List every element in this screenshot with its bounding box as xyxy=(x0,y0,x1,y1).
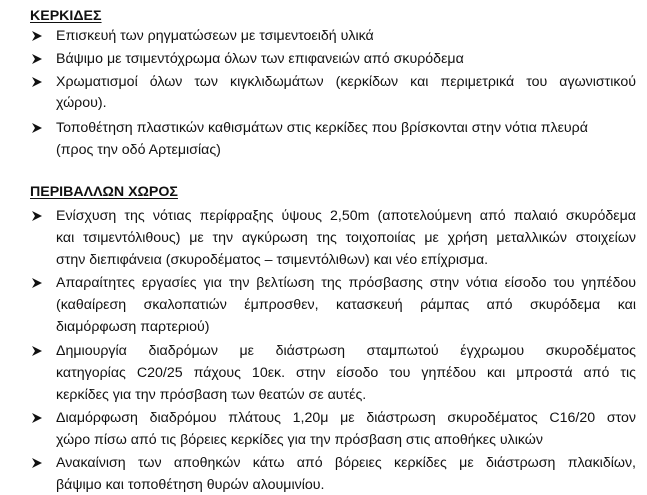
arrowhead-bullet-icon xyxy=(30,341,44,361)
arrowhead-bullet-icon xyxy=(30,72,44,92)
list-item-text: βάψιμο και τοποθέτηση θυρών αλουμινίου. xyxy=(56,477,325,493)
list-item-text: Ενίσχυση της νότιας περίφραξης ύψους 2,50m (αποτελούμενη από παλαιό σκυρόδεμα xyxy=(56,208,636,224)
list-item-text: (καθαίρεση σκαλοπατιών έμπροσθεν, κατασκευή ράμπας από σκυρόδεμα και xyxy=(56,297,636,313)
arrowhead-bullet-icon xyxy=(30,453,44,473)
list-item-text: χώρου). xyxy=(56,95,107,111)
arrowhead-bullet-icon xyxy=(30,408,44,428)
list-item-text: κερκίδες για την πρόσβαση των θεατών σε αυτές. xyxy=(56,387,367,403)
list-item-text: κατηγορίας C20/25 πάχους 10εκ. στην είσοδο του γηπέδου και μπροστά από τις xyxy=(56,365,636,381)
list-item-text: και τσιμεντόλιθους) με την αγκύρωση της τοιχοποιίας με χρήση μεταλλικών στοιχείων xyxy=(56,230,636,246)
arrowhead-bullet-icon xyxy=(30,273,44,293)
list-item-text: στην διεπιφάνεια (σκυροδέματος – τσιμεντόλιθων) και νέο επίχρισμα. xyxy=(56,252,489,268)
arrowhead-bullet-icon xyxy=(30,49,44,69)
arrowhead-bullet-icon xyxy=(30,118,44,138)
list-item-text: χώρο πίσω από τις βόρειες κερκίδες για την πρόσβαση στις αποθήκες υλικών xyxy=(56,432,543,448)
section-heading-perivallon-choros: ΠΕΡΙΒΑΛΛΩΝ ΧΩΡΟΣ xyxy=(30,184,178,200)
list-item-text: Δημιουργία διαδρόμων με διάστρωση σταμπωτού έγχρωμου σκυροδέματος xyxy=(56,343,636,359)
list-item-text: Διαμόρφωση διαδρόμου πλάτους 1,20μ με διάστρωση σκυροδέματος C16/20 στον xyxy=(56,410,636,426)
arrowhead-bullet-icon xyxy=(30,26,44,46)
list-item-text: Χρωματισμοί όλων των κιγκλιδωμάτων (κερκίδων και περιμετρικά του αγωνιστικού xyxy=(56,74,636,90)
list-item-text: Απαραίτητες εργασίες για την βελτίωση της πρόσβασης στην νότια είσοδο του γηπέδου xyxy=(56,275,636,291)
list-item-text: διαμόρφωση παρτεριού) xyxy=(56,319,210,335)
list-item-text: Τοποθέτηση πλαστικών καθισμάτων στις κερκίδες που βρίσκονται στην νότια πλευρά xyxy=(56,120,588,136)
arrowhead-bullet-icon xyxy=(30,206,44,226)
list-item-text: Βάψιμο με τσιμεντόχρωμα όλων των επιφανειών από σκυρόδεμα xyxy=(56,51,464,67)
section-heading-kerkides: ΚΕΡΚΙΔΕΣ xyxy=(30,8,102,24)
list-item-text: Ανακαίνιση των αποθηκών κάτω από βόρειες κερκίδες με διάστρωση πλακιδίων, xyxy=(56,455,636,471)
list-item-text: Επισκευή των ρηγματώσεων με τσιμεντοειδή υλικά xyxy=(56,28,374,44)
list-item-text: (προς την οδό Αρτεμισίας) xyxy=(56,142,221,158)
